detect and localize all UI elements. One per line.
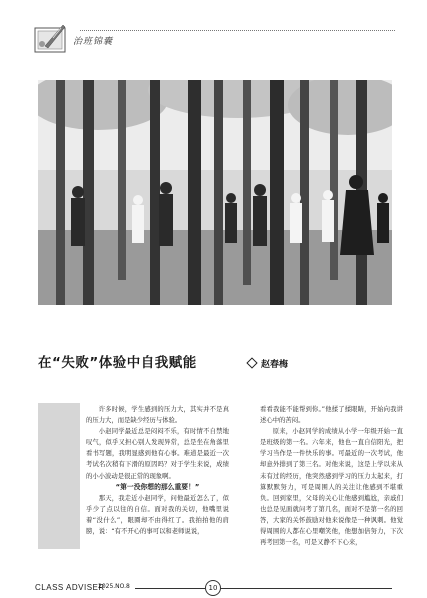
article-author [248, 357, 288, 370]
article-title: 在“失败”体验中自我赋能 [38, 355, 197, 371]
sidebar-block [38, 403, 80, 549]
subheading: “第一没你想的那么重要！” [115, 482, 200, 491]
section-title: 治班锦囊 [73, 37, 114, 47]
paragraph: 原来，小赵同学的成绩从小学一年级开始一直是班级的第一名。六年来，他也一直自信阳光，把学习当作是一件快乐的事。可最近的一次考试，他却意外排到了第三名。对他来说，这是上学以来从未有过的经历，他突然感到学习的压力太起来，打算默默努力，可是周围人的关注让他感到不堪重负。回到家里，父母的关心让他感到尴尬，亲戚们也总是见面就问考了第几名，面对不是第一名的回答，大家的关怀鼓励对他来说像是一种讽刺。他觉得周围的人都在心里嘲笑他，他想加倍努力，下次再考回第一名，可是又静不下心来， [260, 428, 403, 547]
author-name: 赵春梅 [261, 360, 289, 370]
page-number: 10 [205, 580, 221, 596]
paragraph: 小赵同学最近总是闷闷不乐，有时情不自禁地叹气，似乎又担心别人发现异常，总是坐在角落里看书写题，我明显感到他有心事。难道是最近一次考试名次稍有下滑的原因吗？对于学生来说，成绩的小小波动是很正常的现象啊。 [86, 428, 229, 480]
article-photo [38, 80, 392, 305]
paragraph: 看看我能不能帮到你。”他揉了揉眼睛，开始向我讲述心中的苦闷。 [260, 406, 403, 425]
magazine-brand: CLASS ADVISER [35, 583, 105, 592]
footer-rule [135, 588, 205, 589]
page-header [33, 20, 393, 60]
page-footer [0, 579, 427, 595]
article-column-1 [86, 404, 229, 537]
issue-number: 2025.NO.8 [98, 583, 130, 590]
footer-rule [220, 588, 392, 589]
header-rule [80, 30, 395, 31]
article-column-2 [260, 404, 403, 548]
book-quill-icon [33, 22, 69, 56]
diamond-icon [246, 357, 257, 368]
paragraph: 那天，我走近小赵同学，问他最近怎么了，似乎少了点以往的自信。面对我的关切，他嘴里说着“没什么”，眼圈却不由得红了。我拍拍他的肩膀，说：“有不开心的事可以和老师说说， [86, 494, 229, 536]
paragraph: 许多时候，学生感到的压力大，其实并不是真的压力大，而是缺少经历与体验。 [86, 406, 229, 425]
